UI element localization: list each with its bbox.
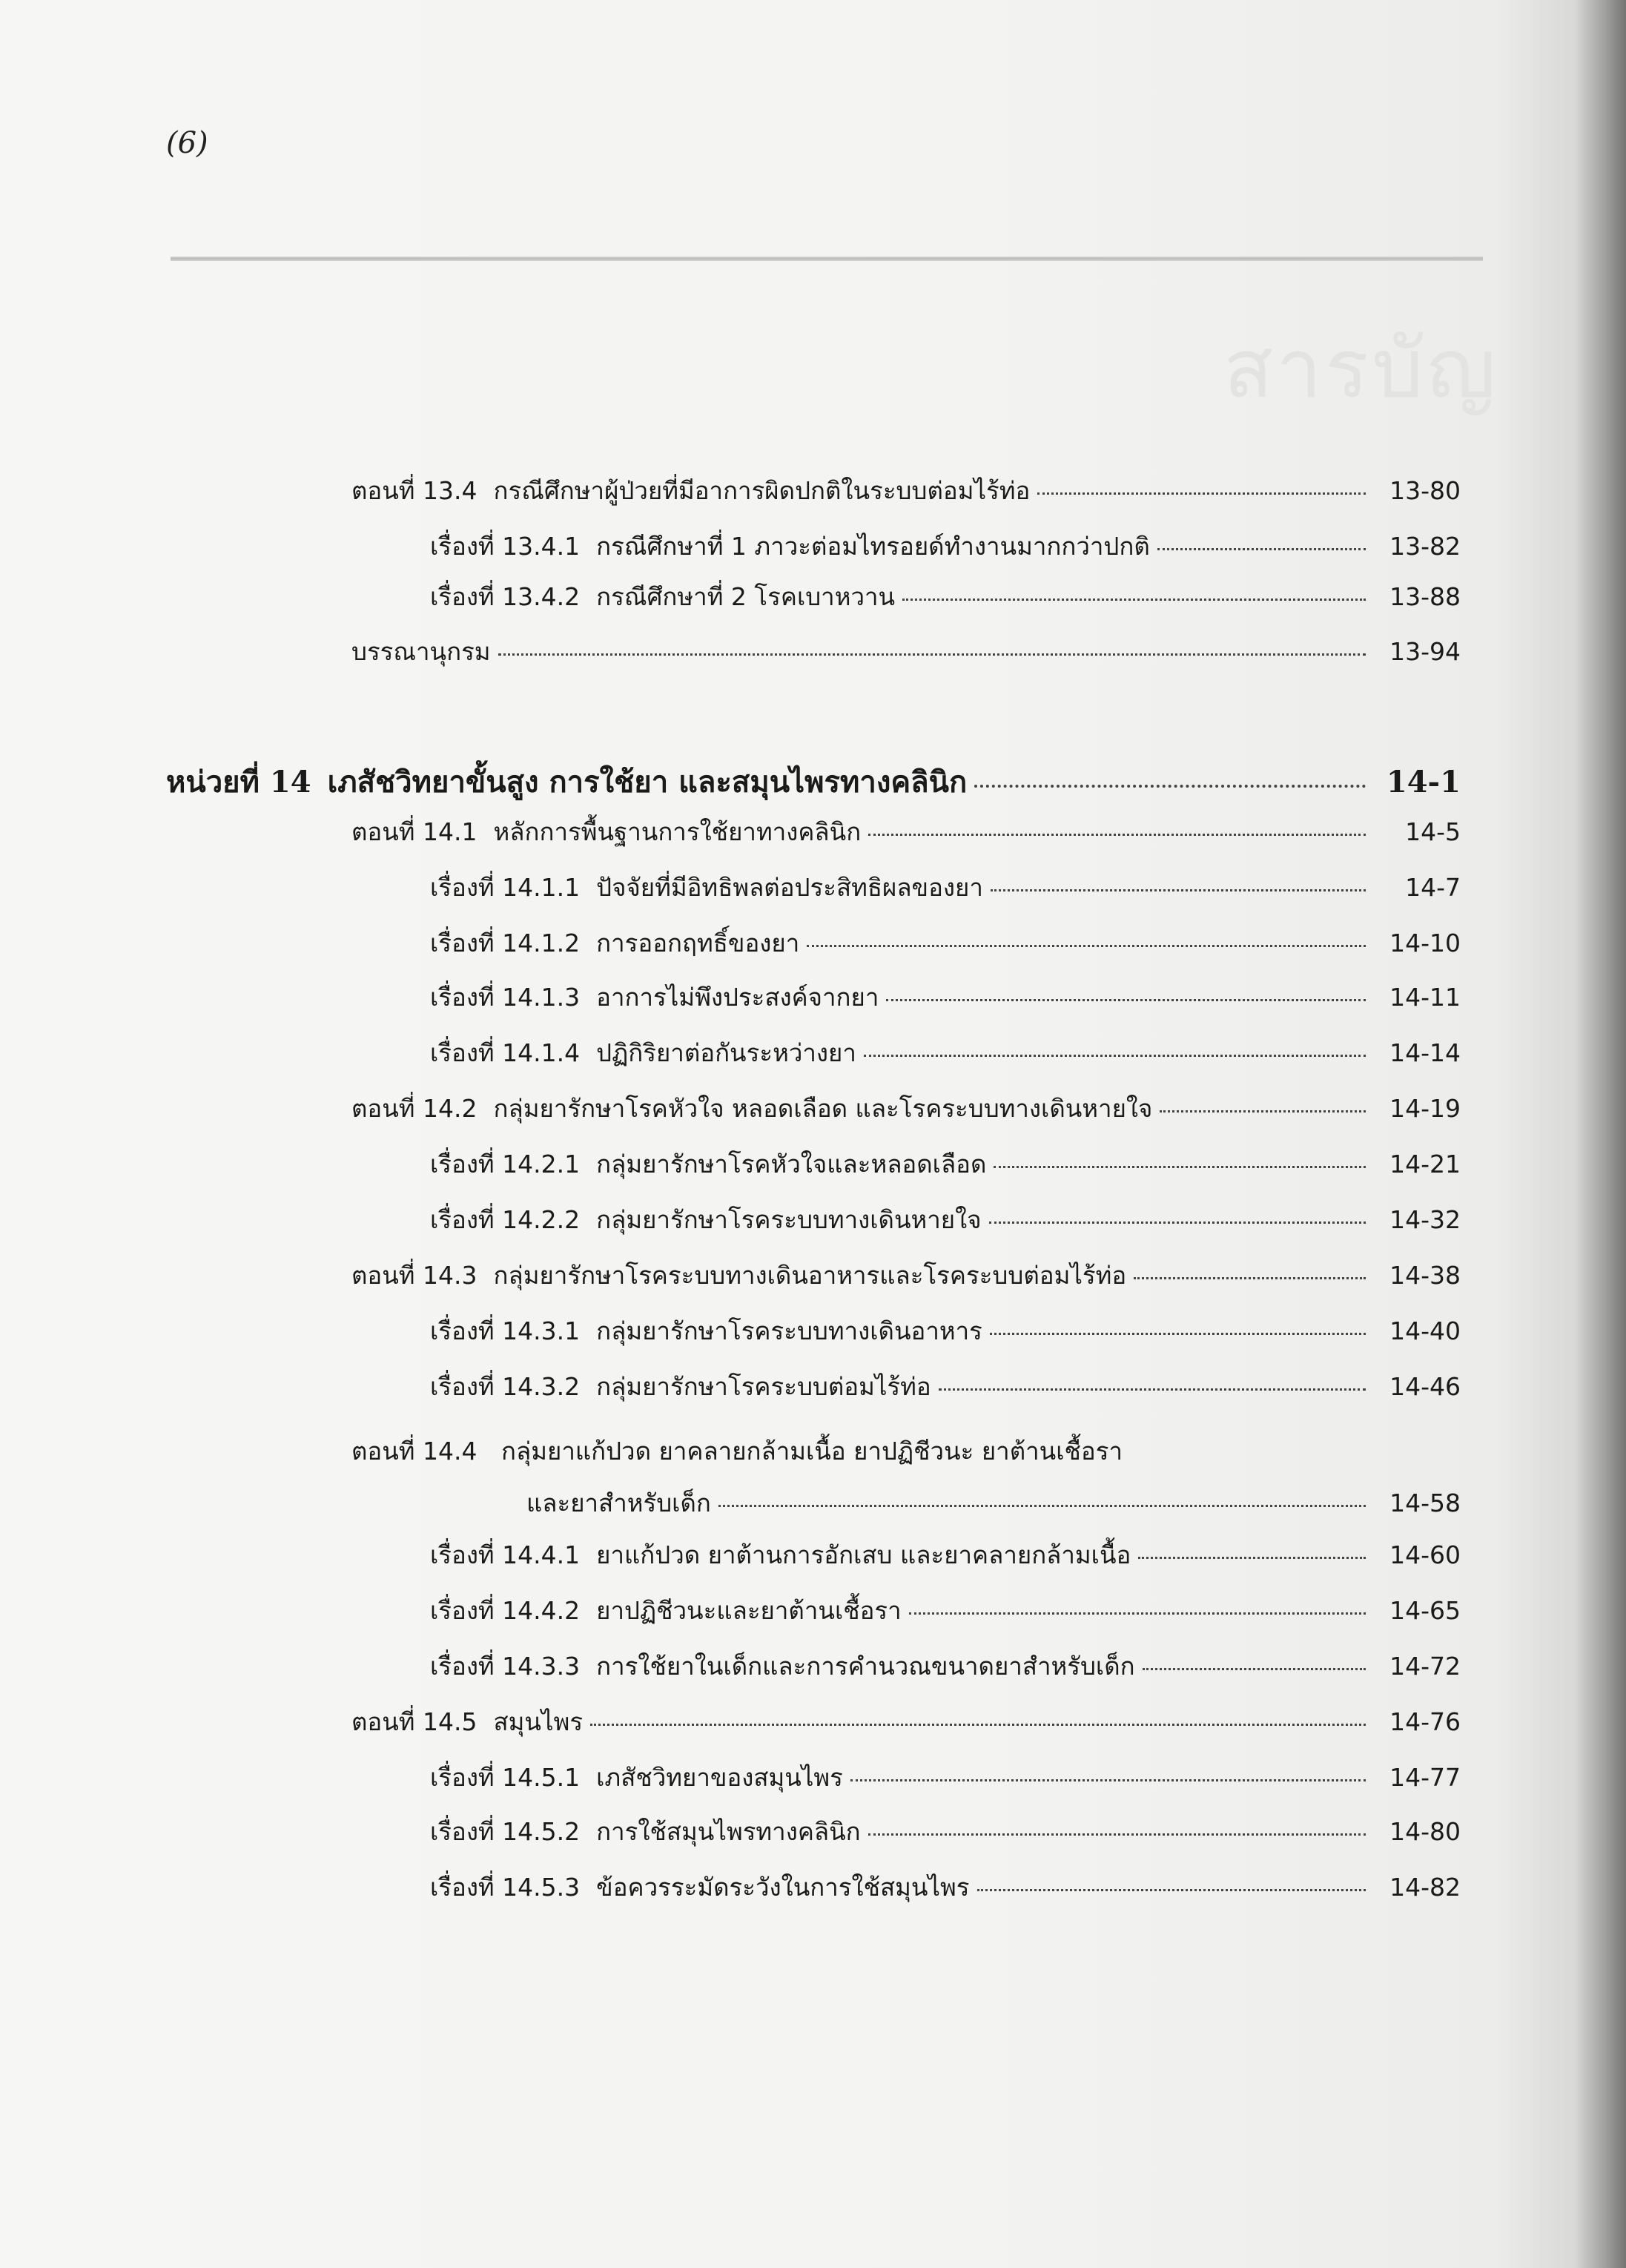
toc-title: อาการไม่พึงประสงค์จากยา bbox=[596, 983, 879, 1012]
toc-label: เรื่องที่ 14.1.2 bbox=[430, 929, 581, 957]
toc-title: กลุ่มยารักษาโรคระบบทางเดินหายใจ bbox=[596, 1205, 982, 1234]
toc-label: เรื่องที่ 14.4.1 bbox=[430, 1540, 581, 1569]
toc-page: 14-38 bbox=[1389, 1261, 1461, 1290]
toc-page: 14-72 bbox=[1389, 1652, 1461, 1681]
toc-topic-14-3-3 bbox=[430, 1646, 1461, 1691]
dot-leader bbox=[909, 1612, 1366, 1615]
toc-section-13-4 bbox=[351, 471, 1461, 515]
toc-label: เรื่องที่ 14.3.3 bbox=[430, 1652, 581, 1681]
toc-page: 14-7 bbox=[1405, 873, 1461, 902]
dot-leader bbox=[807, 945, 1366, 947]
toc-section-14-2 bbox=[351, 1089, 1461, 1133]
toc-topic-14-5-2 bbox=[430, 1812, 1461, 1856]
toc-title: การใช้สมุนไพรทางคลินิก bbox=[596, 1817, 861, 1846]
dot-leader bbox=[989, 1222, 1366, 1224]
toc-page: 13-82 bbox=[1389, 532, 1461, 561]
toc-label: เรื่องที่ 14.5.3 bbox=[430, 1873, 581, 1902]
toc-title: และยาสำหรับเด็ก bbox=[526, 1489, 711, 1517]
toc-page: 14-14 bbox=[1389, 1038, 1461, 1067]
toc-title: หลักการพื้นฐานการใช้ยาทางคลินิก bbox=[493, 817, 862, 846]
toc-label: ตอนที่ 14.1 bbox=[351, 817, 477, 846]
toc-title: กรณีศึกษาที่ 1 ภาวะต่อมไทรอยด์ทำงานมากกว่าปกติ bbox=[596, 532, 1150, 561]
toc-label: เรื่องที่ 14.4.2 bbox=[430, 1596, 581, 1625]
dot-leader bbox=[850, 1779, 1366, 1781]
toc-title: การออกฤทธิ์ของยา bbox=[596, 929, 800, 957]
toc-topic-14-1-3 bbox=[430, 978, 1461, 1022]
toc-title: ยาปฏิชีวนะและยาต้านเชื้อรา bbox=[596, 1596, 902, 1625]
toc-label: เรื่องที่ 14.1.1 bbox=[430, 873, 581, 902]
toc-label: ตอนที่ 14.2 bbox=[351, 1094, 477, 1123]
toc-page: 14-10 bbox=[1389, 929, 1461, 957]
dot-leader bbox=[718, 1505, 1366, 1507]
page-number: (6) bbox=[166, 126, 208, 160]
toc-title: กลุ่มยาแก้ปวด ยาคลายกล้ามเนื้อ ยาปฏิชีวนะ ยาต้านเชื้อรา bbox=[501, 1437, 1123, 1466]
dot-leader bbox=[590, 1724, 1366, 1726]
toc-page: 14-58 bbox=[1389, 1489, 1461, 1517]
toc-section-14-4-line1 bbox=[351, 1431, 1123, 1471]
dot-leader bbox=[1138, 1557, 1366, 1559]
toc-topic-14-3-1 bbox=[430, 1311, 1461, 1356]
dot-leader bbox=[498, 653, 1366, 656]
dot-leader bbox=[1157, 548, 1366, 550]
dot-leader bbox=[868, 1833, 1366, 1836]
toc-page: 13-88 bbox=[1389, 582, 1461, 611]
toc-title: กลุ่มยารักษาโรคระบบทางเดินอาหาร bbox=[596, 1316, 982, 1345]
toc-page: 14-21 bbox=[1389, 1150, 1461, 1178]
toc-label: บรรณานุกรม bbox=[351, 637, 491, 666]
toc-label: ตอนที่ 14.3 bbox=[351, 1261, 477, 1290]
toc-topic-14-1-1 bbox=[430, 868, 1461, 912]
toc-title: กรณีศึกษาผู้ป่วยที่มีอาการผิดปกติในระบบต่อมไร้ท่อ bbox=[493, 476, 1031, 505]
toc-topic-14-5-3 bbox=[430, 1868, 1461, 1912]
toc-page: 14-46 bbox=[1389, 1372, 1461, 1401]
toc-topic-14-3-2 bbox=[430, 1367, 1461, 1411]
toc-page: 14-77 bbox=[1389, 1763, 1461, 1792]
dot-leader bbox=[990, 1333, 1366, 1335]
dot-leader bbox=[991, 889, 1366, 891]
toc-title: กลุ่มยารักษาโรคระบบทางเดินอาหารและโรคระบบต่อมไร้ท่อ bbox=[493, 1261, 1127, 1290]
toc-title: กรณีศึกษาที่ 2 โรคเบาหวาน bbox=[596, 582, 896, 611]
toc-page: 14-19 bbox=[1389, 1094, 1461, 1123]
toc-title: ปฏิกิริยาต่อกันระหว่างยา bbox=[596, 1038, 856, 1067]
toc-page: 13-94 bbox=[1389, 637, 1461, 666]
toc-section-14-5 bbox=[351, 1702, 1461, 1747]
toc-title: กลุ่มยารักษาโรคหัวใจ หลอดเลือด และโรคระบบทางเดินหายใจ bbox=[493, 1094, 1153, 1123]
toc-page: 14-65 bbox=[1389, 1596, 1461, 1625]
toc-label: เรื่องที่ 14.3.2 bbox=[430, 1372, 581, 1401]
toc-topic-14-4-2 bbox=[430, 1591, 1461, 1635]
dot-leader bbox=[994, 1166, 1366, 1168]
toc-label: ตอนที่ 14.4 bbox=[351, 1437, 477, 1466]
dot-leader bbox=[864, 1055, 1366, 1057]
toc-label: ตอนที่ 13.4 bbox=[351, 476, 477, 505]
toc-label: เรื่องที่ 14.2.1 bbox=[430, 1150, 581, 1178]
toc-label: เรื่องที่ 14.5.2 bbox=[430, 1817, 581, 1846]
dot-leader bbox=[868, 834, 1366, 836]
toc-page: 14-1 bbox=[1386, 765, 1461, 800]
toc-title: การใช้ยาในเด็กและการคำนวณขนาดยาสำหรับเด็ก bbox=[596, 1652, 1135, 1681]
bleed-through-title: สารบัญ bbox=[1223, 321, 1499, 416]
dot-leader bbox=[939, 1388, 1366, 1391]
toc-title: สมุนไพร bbox=[493, 1707, 584, 1736]
toc-page: 14-40 bbox=[1389, 1316, 1461, 1345]
toc-section-14-4-line2 bbox=[526, 1483, 1461, 1528]
toc-topic-13-4-1 bbox=[430, 527, 1461, 571]
toc-label: เรื่องที่ 14.2.2 bbox=[430, 1205, 581, 1234]
toc-title: ข้อควรระมัดระวังในการใช้สมุนไพร bbox=[596, 1873, 970, 1902]
dot-leader bbox=[1037, 492, 1366, 495]
toc-label: เรื่องที่ 13.4.2 bbox=[430, 582, 581, 611]
toc-title: ปัจจัยที่มีอิทธิพลต่อประสิทธิผลของยา bbox=[596, 873, 983, 902]
toc-unit-14 bbox=[166, 758, 1461, 802]
toc-page: 14-82 bbox=[1389, 1873, 1461, 1902]
toc-label: เรื่องที่ 14.5.1 bbox=[430, 1763, 581, 1792]
toc-section-14-3 bbox=[351, 1256, 1461, 1300]
toc-label: เรื่องที่ 14.1.3 bbox=[430, 983, 581, 1012]
toc-unit-title: เภสัชวิทยาขั้นสูง การใช้ยา และสมุนไพรทางคลินิก bbox=[327, 765, 968, 800]
dot-leader bbox=[1143, 1668, 1366, 1670]
dot-leader bbox=[1134, 1277, 1366, 1279]
toc-label: เรื่องที่ 14.1.4 bbox=[430, 1038, 581, 1067]
dot-leader bbox=[886, 999, 1366, 1001]
toc-bibliography bbox=[351, 632, 1461, 676]
toc-label: เรื่องที่ 14.3.1 bbox=[430, 1316, 581, 1345]
toc-unit-label: หน่วยที่ 14 bbox=[166, 765, 311, 800]
toc-page: 13-80 bbox=[1389, 476, 1461, 505]
toc-topic-14-1-2 bbox=[430, 923, 1461, 968]
toc-page: 14-80 bbox=[1389, 1817, 1461, 1846]
toc-topic-14-2-1 bbox=[430, 1144, 1461, 1189]
toc-title: กลุ่มยารักษาโรคหัวใจและหลอดเลือด bbox=[596, 1150, 987, 1178]
toc-page: 14-11 bbox=[1389, 983, 1461, 1012]
dot-leader bbox=[1160, 1110, 1366, 1112]
toc-page: 14-32 bbox=[1389, 1205, 1461, 1234]
dot-leader bbox=[977, 1889, 1366, 1891]
toc-label: เรื่องที่ 13.4.1 bbox=[430, 532, 581, 561]
toc-page: 14-5 bbox=[1405, 817, 1461, 846]
toc-title: เภสัชวิทยาของสมุนไพร bbox=[596, 1763, 843, 1792]
toc-topic-14-2-2 bbox=[430, 1200, 1461, 1245]
toc-topic-14-4-1 bbox=[430, 1535, 1461, 1580]
toc-topic-14-5-1 bbox=[430, 1758, 1461, 1802]
dot-leader bbox=[902, 599, 1366, 601]
toc-title: กลุ่มยารักษาโรคระบบต่อมไร้ท่อ bbox=[596, 1372, 931, 1401]
toc-topic-14-1-4 bbox=[430, 1033, 1461, 1078]
toc-page: 14-60 bbox=[1389, 1540, 1461, 1569]
toc-page: 14-76 bbox=[1389, 1707, 1461, 1736]
toc-topic-13-4-2 bbox=[430, 577, 1461, 622]
toc-section-14-1 bbox=[351, 812, 1461, 857]
dot-leader bbox=[974, 785, 1366, 788]
toc-label: ตอนที่ 14.5 bbox=[351, 1707, 477, 1736]
toc-title: ยาแก้ปวด ยาต้านการอักเสบ และยาคลายกล้ามเนื้อ bbox=[596, 1540, 1131, 1569]
